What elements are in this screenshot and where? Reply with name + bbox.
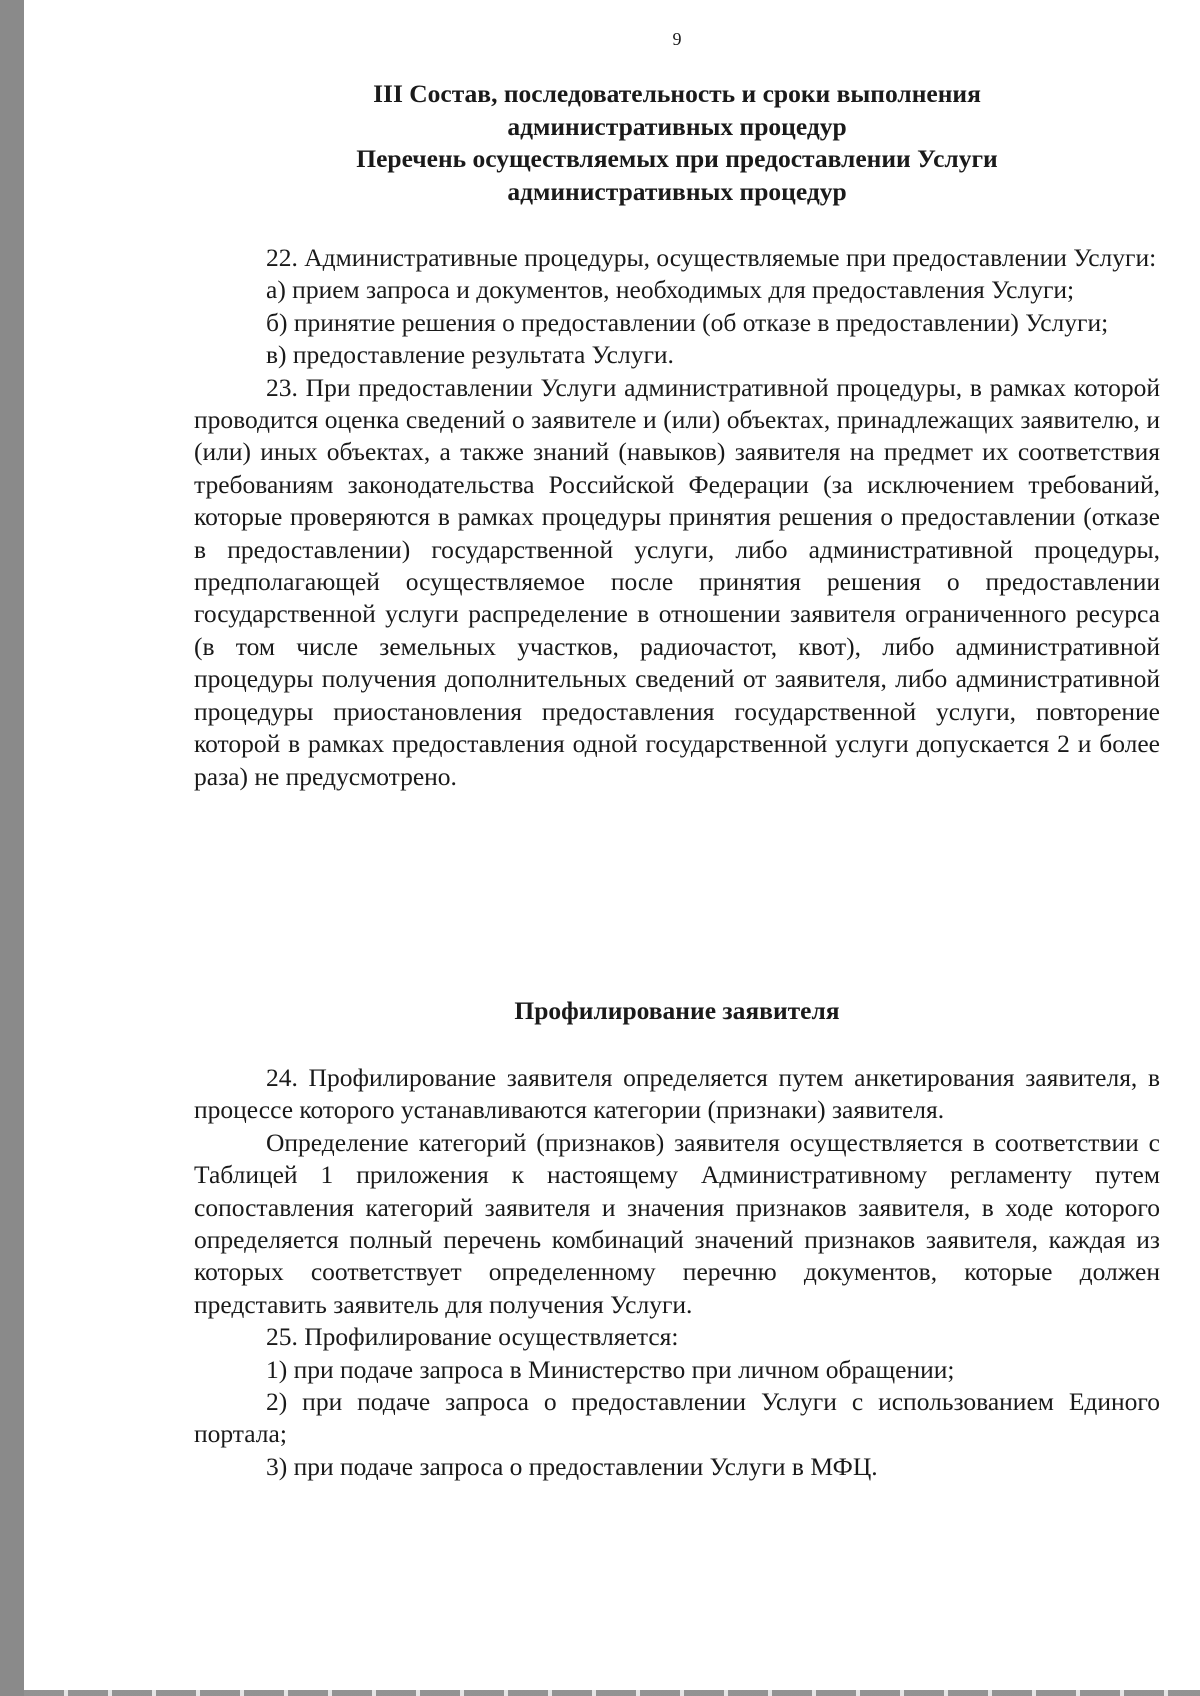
section-title xyxy=(194,78,1160,208)
paragraph-24: 24. Профилирование заявителя определяется путем анкетирования заявителя, в процессе которого устанавливаются категории (признаки) заявителя. xyxy=(194,1063,1160,1125)
list-item-a: а) прием запроса и документов, необходимых для предоставления Услуги; xyxy=(266,275,1075,305)
list-item-1: 1) при подаче запроса в Министерство при личном обращении; xyxy=(266,1354,955,1384)
page-number: 9 xyxy=(672,29,682,49)
list-item-3: 3) при подаче запроса о предоставлении Услуги в МФЦ. xyxy=(266,1451,878,1481)
list-item-b: б) принятие решения о предоставлении (об отказе в предоставлении) Услуги; xyxy=(266,307,1109,337)
title-line: административных процедур xyxy=(507,176,847,206)
paragraph-25: 25. Профилирование осуществляется: xyxy=(266,1322,679,1352)
document-page xyxy=(24,0,1200,1696)
profiling-section xyxy=(194,1062,1160,1483)
procedures-list xyxy=(194,242,1160,793)
paragraph-22: 22. Административные процедуры, осуществляемые при предоставлении Услуги: xyxy=(266,243,1157,272)
paragraph-categories: Определение категорий (признаков) заявителя осуществляется в соответствии с Таблицей 1 приложения к настоящему Административному регламенту путем сопоставления категорий заявителя и значения признаков заявителя, в ходе которого определяется полный перечень комбинаций значений признаков заявителя, каждая из которых соответствует определенному перечню документов, которые должен представить заявитель для получения Услуги. xyxy=(194,1127,1160,1319)
scan-edge xyxy=(24,1690,1200,1696)
list-item-2: 2) при подаче запроса о предоставлении Услуги с использованием Единого портала; xyxy=(194,1387,1160,1449)
paragraph-23: 23. При предоставлении Услуги административной процедуры, в рамках которой проводится оценка сведений о заявителе и (или) объектах, принадлежащих заявителю, и (или) иных объектах, а также знаний (навыков) заявителя на предмет их соответствия требованиям законодательства Российской Федерации (за исключением требований, которые проверяются в рамках процедуры принятия решения о предоставлении (отказе в предоставлении) государственной услуги, либо административной процедуры, предполагающей осуществляемое после принятия решения о предоставлении государственной услуги распределение в отношении заявителя ограниченного ресурса (в том числе земельных участков, радиочастот, квот), либо административной процедуры получения дополнительных сведений от заявителя, либо административной процедуры приостановления предоставления государственной услуги, повторение которой в рамках предоставления одной государственной услуги допускается 2 и более раза) не предусмотрено. xyxy=(194,372,1160,791)
list-item-v: в) предоставление результата Услуги. xyxy=(266,340,674,370)
title-line: административных процедур xyxy=(507,111,847,141)
title-line: III Состав, последовательность и сроки выполнения xyxy=(373,79,981,108)
title-line: Перечень осуществляемых при предоставлении Услуги xyxy=(356,144,998,173)
profiling-heading: Профилирование заявителя xyxy=(514,996,840,1025)
